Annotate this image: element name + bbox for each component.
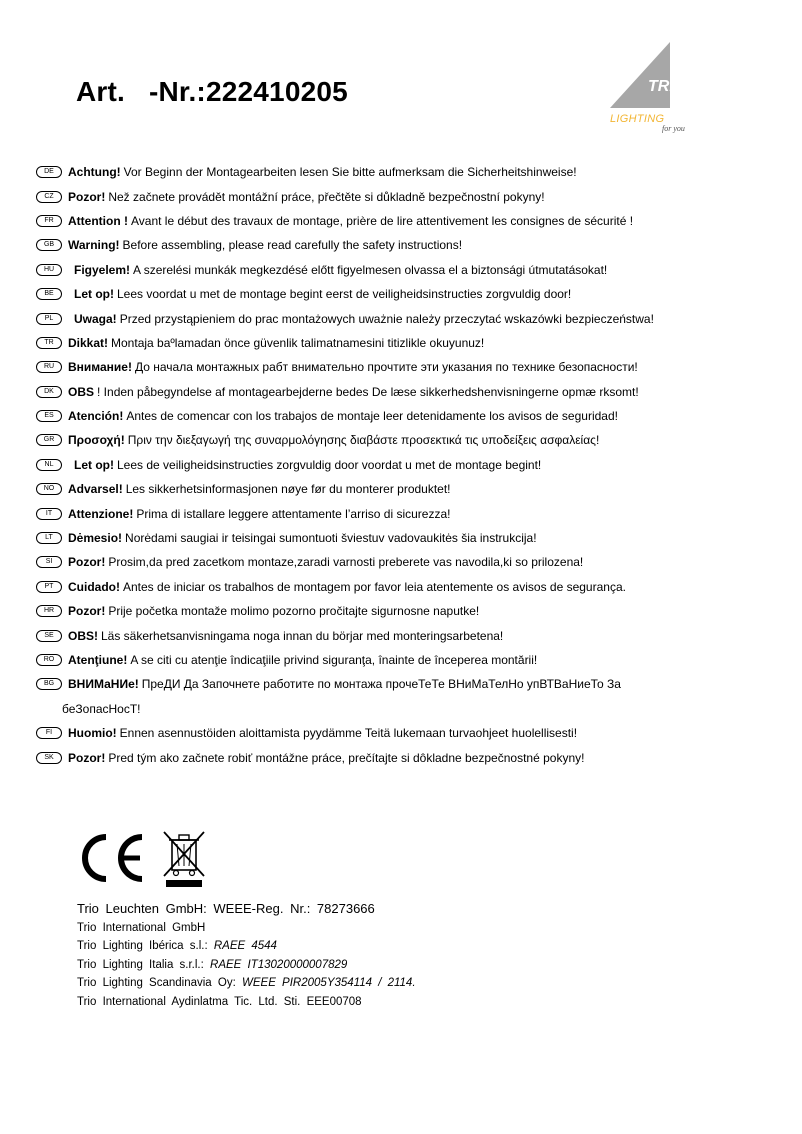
warning-text: Les sikkerhetsinformasjonen nøye før du monterer produktet! <box>125 482 451 497</box>
logo-lighting: LIGHTING <box>610 113 665 125</box>
footer-line-aydinlatma: Trio International Aydinlatma Tic. Ltd. Sti. EEE00708 <box>77 995 362 1008</box>
warning-text: A se citi cu atenţie îndicaţiile privind siguranţa, înainte de începerea montării! <box>130 653 538 667</box>
language-code-badge: GR <box>36 434 62 446</box>
warning-title: Atenţiune! <box>68 653 128 667</box>
language-code-badge: PL <box>36 313 62 325</box>
language-code-badge: FR <box>36 215 62 227</box>
warning-title: OBS! <box>68 628 98 643</box>
warning-row <box>36 306 776 330</box>
warning-text: Antes de comencar con los trabajos de montaje leer detenidamente los avisos de seguridad! <box>126 409 618 424</box>
warning-row <box>36 721 776 745</box>
language-code-badge: HR <box>36 605 62 617</box>
warning-text: Než začnete provádět montážní práce, přečtěte si důkladně bezpečnostní pokyny! <box>108 189 545 204</box>
warning-text: Antes de iniciar os trabalhos de montagem por favor leia atentemente os avisos de segurança. <box>123 579 626 594</box>
warning-title: Внимание! <box>68 360 132 375</box>
warning-row <box>36 599 776 623</box>
warning-text: Prije početka montaže molimo pozorno pročitajte sigurnosne naputke! <box>108 604 480 619</box>
warning-row <box>36 745 776 769</box>
weee-crossed-bin-icon <box>160 828 208 888</box>
warning-row <box>36 623 776 647</box>
warning-row <box>36 209 776 233</box>
article-number: Art. -Nr.:222410205 <box>76 76 348 107</box>
warning-row <box>36 282 776 306</box>
safety-warnings-list <box>36 160 776 770</box>
warning-text: Läs säkerhetsanvisningama noga innan du börjar med monteringsarbetena! <box>101 628 504 643</box>
warning-title: Advarsel! <box>68 482 123 497</box>
language-code-badge: BG <box>36 678 62 690</box>
warning-row <box>36 233 776 257</box>
warning-text: Norėdami saugiai ir teisingai sumontuoti šviestuv vadovaukitės šia instrukcija! <box>125 531 537 546</box>
language-code-badge: DK <box>36 386 62 398</box>
language-code-badge: IT <box>36 508 62 520</box>
logo-tagline: for you <box>662 124 685 133</box>
warning-text: Przed przystąpieniem do prac montażowych uważnie należy przeczytać wskazówki bezpieczeństwa! <box>119 311 654 326</box>
warning-text: Lees de veiligheidsinstructies zorgvuldig door voordat u met de montage begint! <box>117 457 542 472</box>
warning-title: Dikkat! <box>68 335 109 350</box>
warning-row <box>36 160 776 184</box>
warning-row <box>36 428 776 452</box>
language-code-badge: LT <box>36 532 62 544</box>
warning-text: ! Inden påbegyndelse af montagearbejderne bedes De læse sikkerhedshenvisningerne opmæ rksomt! <box>97 384 639 399</box>
warning-text: A szerelési munkák megkezdésé előtt figyelmesen olvassa el a biztonsági útmutatásokat! <box>133 262 608 277</box>
footer-line-trio-leuchten: Trio Leuchten GmbH: WEEE-Reg. Nr.: 78273666 <box>77 901 375 916</box>
warning-text: Before assembling, please read carefully the safety instructions! <box>122 238 463 253</box>
language-code-badge: RU <box>36 361 62 373</box>
warning-row <box>36 672 776 696</box>
warning-title: Pozor! <box>68 189 106 204</box>
footer-line-scandinavia: Trio Lighting Scandinavia Oy: WEEE PIR2005Y354114 / 2114. <box>77 977 416 990</box>
weee-registration-footer <box>77 900 416 1012</box>
warning-text: Montaja baºlamadan önce güvenlik talimatnamesini titizlikle okuyunuz! <box>111 335 485 350</box>
language-code-badge: FI <box>36 727 62 739</box>
language-code-badge: DE <box>36 166 62 178</box>
warning-text: Prosim,da pred zacetkom montaze,zaradi varnosti preberete vas navodila,ki so prilozena! <box>108 555 584 570</box>
warning-row <box>36 526 776 550</box>
warning-text: ПреДИ Да Започнете работите по монтажа прочеТеТе ВНиМаТелНо упВТВаНиеТо За <box>141 677 621 692</box>
warning-title: Let op! <box>74 457 114 472</box>
warning-title: Warning! <box>68 238 120 253</box>
warning-title: Προσοχή! <box>68 433 125 448</box>
warning-title: Pozor! <box>68 555 106 570</box>
language-code-badge: BE <box>36 288 62 300</box>
language-code-badge: NL <box>36 459 62 471</box>
logo-brand: TRIO <box>648 78 687 95</box>
warning-title: Pozor! <box>68 750 106 765</box>
warning-title: Attention ! <box>68 213 128 228</box>
warning-text: Ennen asennustöiden aloittamista pyydämme Teitä lukemaan turvaohjeet huolellisesti! <box>119 726 578 741</box>
footer-line-trio-international: Trio International GmbH <box>77 921 206 934</box>
warning-row <box>36 501 776 525</box>
warning-text: Pred tým ako začnete robiť montážne práce, prečítajte si dôkladne bezpečnostné pokyny! <box>108 750 585 765</box>
warning-title: OBS <box>68 384 95 399</box>
warning-title: Cuidado! <box>68 579 120 594</box>
language-code-badge: TR <box>36 337 62 349</box>
warning-title: Atención! <box>68 409 124 424</box>
warning-text: Lees voordat u met de montage begint eerst de veiligheidsinstructies zorgvuldig door! <box>117 287 572 302</box>
language-code-badge: CZ <box>36 191 62 203</box>
ce-mark-icon <box>78 833 146 883</box>
warning-row <box>36 355 776 379</box>
warning-row <box>36 575 776 599</box>
warning-row <box>36 550 776 574</box>
warning-text: Prima di istallare leggere attentamente l’arriso di sicurezza! <box>136 506 451 521</box>
warning-text: Avant le début des travaux de montage, prière de lire attentivement les consignes de sécurité ! <box>130 213 634 228</box>
language-code-badge: SE <box>36 630 62 642</box>
warning-title: Let op! <box>74 287 114 302</box>
language-code-badge: RO <box>36 654 62 666</box>
warning-text: Vor Beginn der Montagearbeiten lesen Sie bitte aufmerksam die Sicherheitshinweise! <box>123 165 577 180</box>
warning-row <box>36 184 776 208</box>
warning-title: Attenzione! <box>68 506 134 521</box>
language-code-badge: NO <box>36 483 62 495</box>
language-code-badge: GB <box>36 239 62 251</box>
warning-title: Pozor! <box>68 604 106 619</box>
warning-row <box>36 380 776 404</box>
warning-title: Dėmesio! <box>68 531 123 546</box>
warning-row <box>36 258 776 282</box>
warning-title: Achtung! <box>68 165 121 180</box>
warning-title: Uwaga! <box>74 311 117 326</box>
language-code-badge: HU <box>36 264 62 276</box>
footer-line-iberica: Trio Lighting Ibérica s.l.: RAEE 4544 <box>77 940 277 953</box>
warning-row <box>36 648 776 672</box>
warning-text: беЗопасНосТ! <box>62 701 141 716</box>
warning-row <box>36 697 776 721</box>
warning-title: Figyelem! <box>74 262 131 277</box>
warning-row <box>36 404 776 428</box>
language-code-badge: SI <box>36 556 62 568</box>
language-code-badge: PT <box>36 581 62 593</box>
warning-row <box>36 453 776 477</box>
warning-text: До начала монтажных рабт внимательно прочтите эти указания по технике безопасности! <box>134 360 638 375</box>
warning-text: Πριν την διεξαγωγή της συναρμολόγησης διαβάστε προσεκτικά τις υποδείξεις ασφαλείας! <box>127 433 600 448</box>
warning-row <box>36 331 776 355</box>
footer-line-italia: Trio Lighting Italia s.r.l.: RAEE IT13020000007829 <box>77 958 348 971</box>
warning-title: ВНИМаНИе! <box>68 677 139 692</box>
language-code-badge: SK <box>36 752 62 764</box>
warning-title: Huomio! <box>68 726 117 741</box>
warning-row <box>36 477 776 501</box>
language-code-badge: ES <box>36 410 62 422</box>
